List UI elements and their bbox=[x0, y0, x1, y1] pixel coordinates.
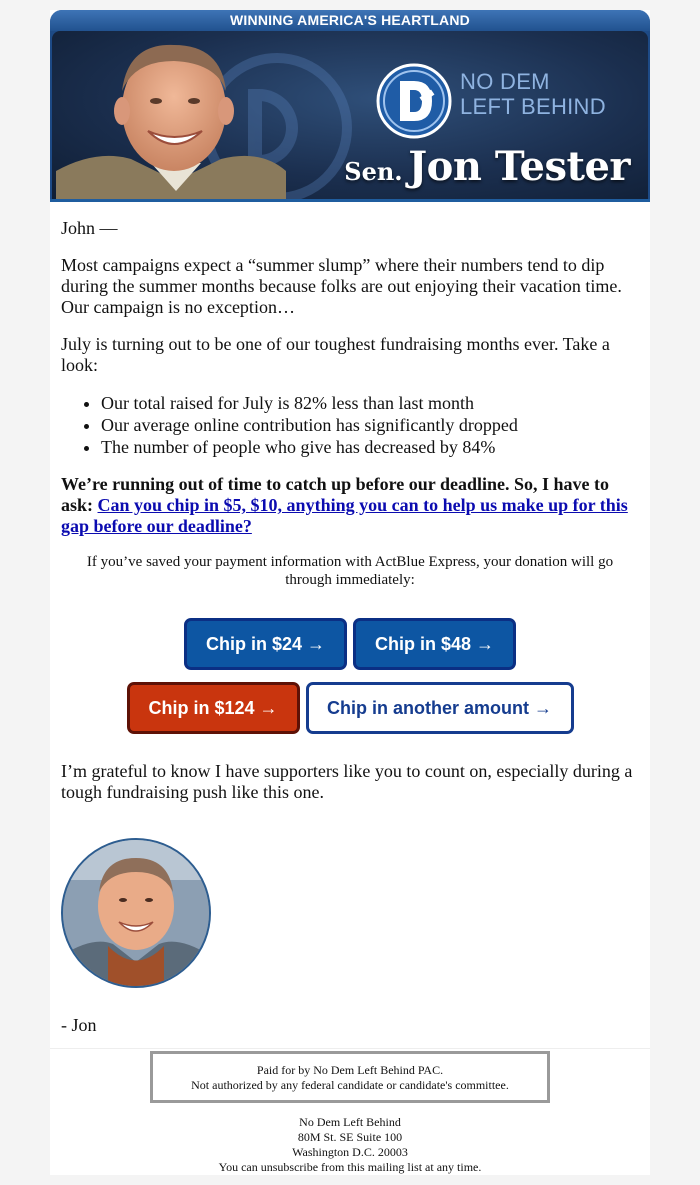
chip-in-other-amount-button[interactable]: Chip in another amount → bbox=[306, 682, 574, 734]
unsubscribe-text[interactable]: You can unsubscribe from this mailing list at any time. bbox=[218, 1160, 482, 1174]
senator-avatar-image bbox=[63, 840, 209, 986]
list-item: • Our total raised for July is 82% less than last month bbox=[101, 392, 639, 414]
grateful-paragraph: I’m grateful to know I have supporters like you to count on, especially during a tough fundraising push like this one. bbox=[61, 761, 633, 802]
chip-in-48-button[interactable]: Chip in $48 → bbox=[353, 618, 516, 670]
mailing-address bbox=[50, 1115, 650, 1175]
street-address: 80M St. SE Suite 100 bbox=[297, 1130, 403, 1144]
stats-list bbox=[61, 392, 639, 458]
signoff: - Jon bbox=[61, 1015, 97, 1035]
not-authorized-text: Not authorized by any federal candidate or candidate's committee. bbox=[191, 1078, 509, 1092]
ask-text: We’re running out of time to catch up before our deadline. So, I have to ask: bbox=[61, 474, 609, 515]
paid-for-disclaimer bbox=[150, 1051, 550, 1103]
senator-prefix: Sen. bbox=[344, 157, 403, 186]
footer bbox=[50, 1048, 650, 1176]
actblue-note: If you’ve saved your payment information with ActBlue Express, your donation will go through immediately: bbox=[86, 554, 614, 588]
brand-line-1: NO DEM bbox=[460, 69, 550, 94]
list-item: • The number of people who give has decreased by 84% bbox=[101, 436, 639, 458]
list-item: • Our average online contribution has significantly dropped bbox=[101, 414, 639, 436]
donation-buttons-row-2 bbox=[61, 682, 639, 734]
brand-line-2: LEFT BEHIND bbox=[460, 94, 606, 119]
paid-for-text: Paid for by No Dem Left Behind PAC. bbox=[256, 1063, 444, 1077]
senator-title bbox=[344, 143, 630, 190]
message-content bbox=[50, 202, 650, 1036]
no-dem-left-behind-logo-icon bbox=[376, 63, 452, 139]
paragraph-summer-slump: Most campaigns expect a “summer slump” where their numbers tend to dip during the summer months because folks are out enjoying their vacation time. Our campaign is no exception… bbox=[61, 255, 622, 317]
city-address: Washington D.C. 20003 bbox=[292, 1145, 408, 1159]
senator-portrait-image bbox=[56, 31, 286, 200]
header-divider bbox=[50, 199, 650, 202]
ask-paragraph bbox=[61, 474, 639, 537]
header-tagline: WINNING AMERICA'S HEARTLAND bbox=[50, 10, 650, 31]
chip-in-124-button[interactable]: Chip in $124 → bbox=[127, 682, 300, 734]
org-name: No Dem Left Behind bbox=[299, 1115, 401, 1129]
brand-name bbox=[460, 69, 606, 119]
paragraph-july: July is turning out to be one of our toughest fundraising months ever. Take a look: bbox=[61, 334, 610, 375]
greeting: John — bbox=[61, 218, 118, 238]
chip-in-link[interactable]: Can you chip in $5, $10, anything you can to help us make up for this gap before our deadline? bbox=[61, 495, 628, 536]
avatar bbox=[61, 838, 211, 988]
header-banner bbox=[50, 10, 650, 202]
senator-name: Jon Tester bbox=[408, 143, 630, 190]
header-image bbox=[52, 31, 648, 200]
donation-buttons-row-1 bbox=[61, 618, 639, 670]
email-body bbox=[50, 10, 650, 1175]
chip-in-24-button[interactable]: Chip in $24 → bbox=[184, 618, 347, 670]
